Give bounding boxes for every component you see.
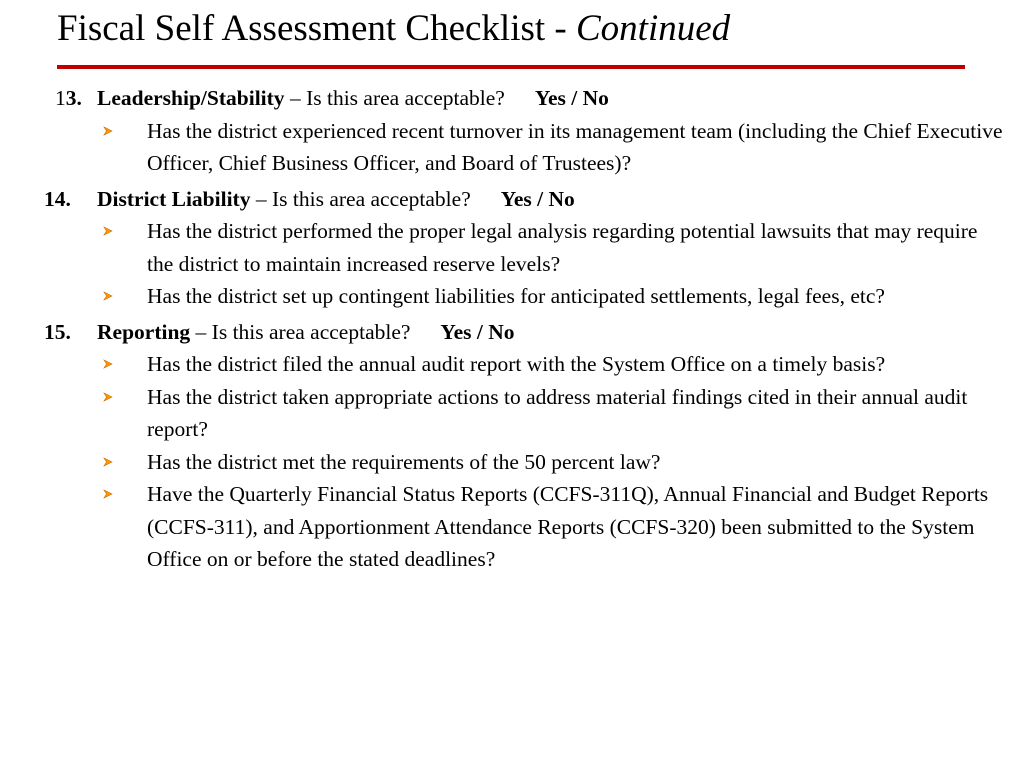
section-question: – Is this area acceptable?: [284, 86, 505, 110]
arrow-bullet-icon: [103, 226, 113, 236]
bullet-list: [0, 348, 1024, 576]
section-number-first: 1: [55, 86, 66, 110]
title-continued: Continued: [576, 8, 731, 49]
arrow-bullet-icon: [103, 291, 113, 301]
bullet-text: Has the district set up contingent liabilities for anticipated settlements, legal fees, etc?: [147, 284, 885, 308]
list-item: [0, 478, 1024, 576]
section-heading: [0, 316, 1024, 349]
section-heading-text: [97, 183, 575, 216]
section-title: Reporting: [97, 319, 191, 344]
yes-no-label: Yes / No: [500, 186, 575, 211]
title-main: Fiscal Self Assessment Checklist -: [57, 8, 576, 49]
section-number-rest: 14.: [44, 186, 71, 211]
section-number: [55, 82, 82, 115]
bullet-text: Has the district performed the proper legal analysis regarding potential lawsuits that may require the district to maintain increased reserve levels?: [147, 219, 978, 276]
section-heading-text: [97, 82, 609, 115]
arrow-bullet-icon: [103, 359, 113, 369]
checklist: [0, 82, 1024, 579]
arrow-bullet-icon: [103, 392, 113, 402]
section-number: [44, 316, 71, 349]
section-number: [44, 183, 71, 216]
section-question: – Is this area acceptable?: [190, 319, 411, 344]
bullet-text: Has the district filed the annual audit report with the System Office on a timely basis?: [147, 352, 886, 376]
bullet-text: Has the district met the requirements of the 50 percent law?: [147, 449, 661, 474]
title-divider: [57, 65, 965, 69]
section-heading: [0, 82, 1024, 115]
list-item: [0, 280, 1024, 313]
list-item: [0, 381, 1024, 446]
bullet-list: [0, 215, 1024, 313]
section-number-rest: 15.: [44, 319, 71, 344]
section-heading-text: [97, 316, 514, 349]
section-heading: [0, 183, 1024, 216]
bullet-text: Has the district experienced recent turnover in its management team (including the Chief Executive Officer, Chief Business Officer, and Board of Trustees)?: [147, 118, 1003, 175]
section-leadership-stability: [0, 82, 1024, 180]
list-item: [0, 446, 1024, 479]
bullet-text: Have the Quarterly Financial Status Reports (CCFS-311Q), Annual Financial and Budget Reports (CCFS-311), and Apportionment Attendance Reports (CCFS-320) been submitted to the System Office on or before the stated deadlines?: [147, 482, 989, 571]
bullet-list: [0, 115, 1024, 180]
bullet-text: Has the district taken appropriate actions to address material findings cited in their annual audit report?: [147, 384, 968, 441]
page-title: [57, 4, 730, 54]
list-item: [0, 348, 1024, 381]
list-item: [0, 115, 1024, 180]
arrow-bullet-icon: [103, 126, 113, 136]
arrow-bullet-icon: [103, 489, 113, 499]
section-title: District Liability: [97, 186, 251, 211]
arrow-bullet-icon: [103, 457, 113, 467]
yes-no-label: Yes / No: [534, 86, 609, 110]
list-item: [0, 215, 1024, 280]
section-title: Leadership/Stability: [97, 86, 285, 110]
section-number-rest: 3.: [65, 86, 82, 110]
yes-no-label: Yes / No: [440, 319, 515, 344]
section-district-liability: [0, 183, 1024, 313]
section-question: – Is this area acceptable?: [250, 186, 471, 211]
section-reporting: [0, 316, 1024, 576]
